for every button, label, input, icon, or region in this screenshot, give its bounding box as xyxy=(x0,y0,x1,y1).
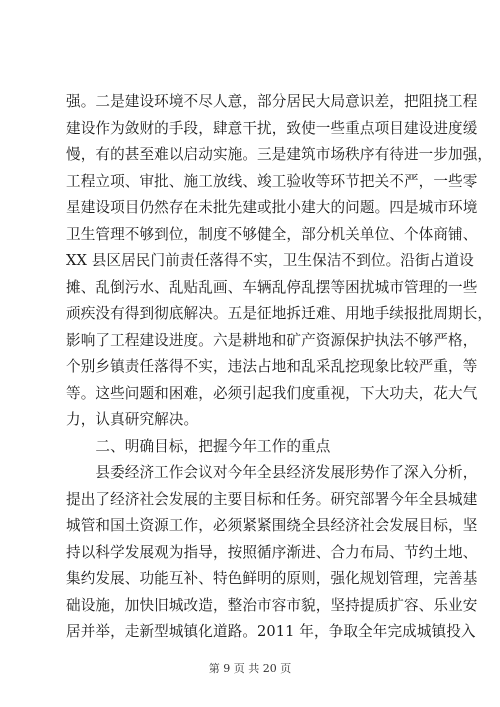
text-line: 强。二是建设环境不尽人意，部分居民大局意识差，把阻挠工程 xyxy=(66,93,478,110)
text-line: 个别乡镇责任落得不实，违法占地和乱采乱挖现象比较严重，等 xyxy=(66,358,478,375)
text-line: 摊、乱倒污水、乱贴乱画、车辆乱停乱摆等困扰城市管理的一些 xyxy=(66,278,478,296)
body-text xyxy=(66,89,493,646)
text-line: 影响了工程建设进度。六是耕地和矿产资源保护执法不够严格， xyxy=(66,331,478,349)
text-line: 工程立项、审批、施工放线、竣工验收等环节把关不严，一些零 xyxy=(66,172,478,190)
text-line: 慢，有的甚至难以启动实施。三是建筑市场秩序有待进一步加强， xyxy=(66,146,493,163)
text-line: 等。这些问题和困难，必须引起我们度重视，下大功夫，花大气 xyxy=(66,384,478,402)
page-number-footer: 第 9 页 共 20 页 xyxy=(208,662,292,675)
text-line: 力，认真研究解决。 xyxy=(66,411,199,428)
text-line: XX 县区居民门前责任落得不实，卫生保洁不到位。沿街占道设 xyxy=(66,252,474,269)
text-line: 集约发展、功能互补、特色鲜明的原则，强化规划管理，完善基 xyxy=(66,570,478,587)
text-line: 建设作为敛财的手段，肆意干扰，致使一些重点项目建设进度缓 xyxy=(66,119,478,137)
text-line: 卫生管理不够到位，制度不够健全，部分机关单位、个体商铺、 xyxy=(66,225,478,243)
text-line: 城管和国土资源工作，必须紧紧围绕全县经济社会发展目标，坚 xyxy=(66,517,478,534)
text-line: 居并举，走新型城镇化道路。2011 年，争取全年完成城镇投入 xyxy=(66,623,476,640)
text-line: 础设施，加快旧城改造，整治市容市貌，坚持提质扩容、乐业安 xyxy=(66,596,478,614)
text-line: 顽疾没有得到彻底解决。五是征地拆迁难、用地手续报批周期长， xyxy=(66,305,493,322)
text-line: 持以科学发展观为指导，按照循序渐进、合力布局、节约土地、 xyxy=(66,543,478,561)
text-line: 星建设项目仍然存在未批先建或批小建大的问题。四是城市环境 xyxy=(66,199,478,216)
text-line: 提出了经济社会发展的主要目标和任务。研究部署今年全县城建 xyxy=(66,490,478,508)
section-heading: 二、明确目标，把握今年工作的重点 xyxy=(66,437,331,455)
text-line: 县委经济工作会议对今年全县经济发展形势作了深入分析， xyxy=(66,464,478,481)
